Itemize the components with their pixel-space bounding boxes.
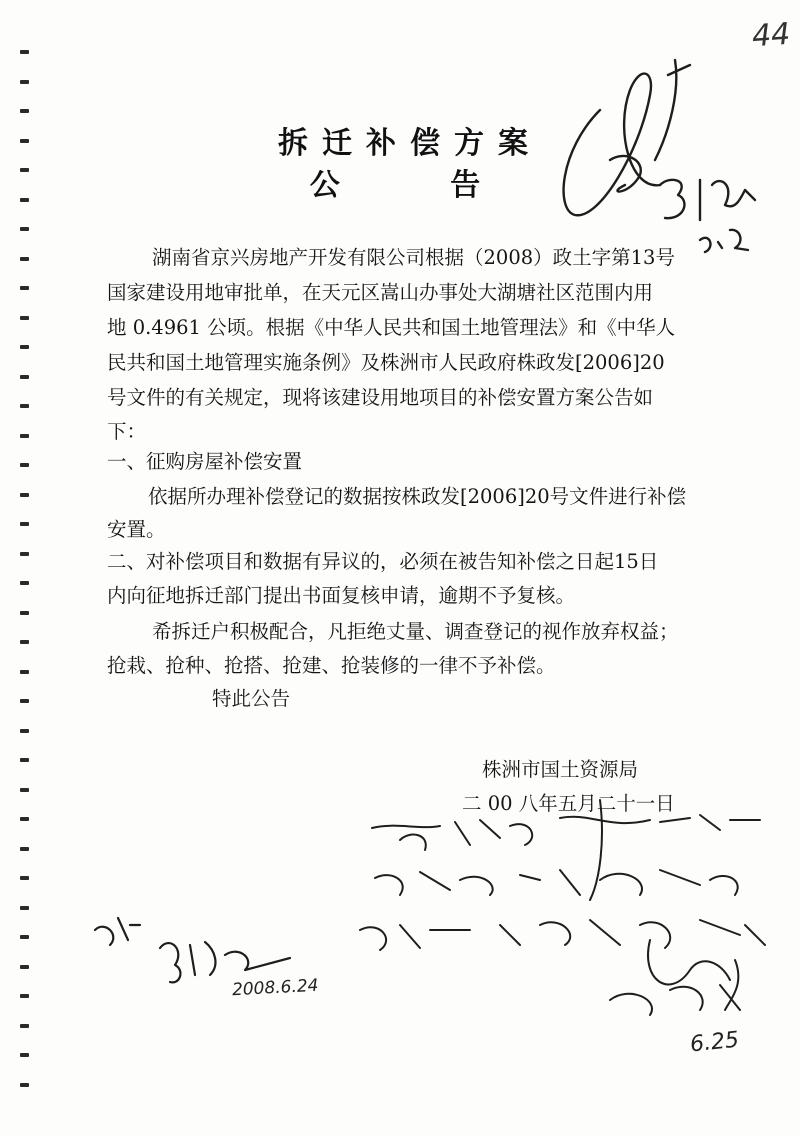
section2-line-1: 二、对补偿项目和数据有异议的，必须在被告知补偿之日起15日 xyxy=(107,550,659,573)
intro-line-1: 湖南省京兴房地产开发有限公司根据（2008）政土字第13号 xyxy=(152,246,675,269)
closing-line-1: 希拆迁户积极配合，凡拒绝丈量、调查登记的视作放弃权益； xyxy=(152,620,679,643)
section1-heading: 一、征购房屋补偿安置 xyxy=(107,450,303,473)
issuer-name: 株洲市国土资源局 xyxy=(482,758,639,781)
intro-line-3: 地 0.4961 公顷。根据《中华人民共和国土地管理法》和《中华人 xyxy=(107,316,676,339)
bottom-right-handwritten-date: 6.25 xyxy=(688,1027,741,1058)
section1-line-2: 安置。 xyxy=(107,518,166,541)
top-right-date-writing xyxy=(660,180,755,252)
intro-line-2: 国家建设用地审批单，在天元区嵩山办事处大湖塘社区范围内用 xyxy=(107,281,654,304)
document-subtitle: 公 告 xyxy=(309,168,531,203)
issue-date: 二 00 八年五月二十一日 xyxy=(462,792,675,815)
notice-text: 特此公告 xyxy=(212,687,291,710)
document-title: 拆迁补偿方案 xyxy=(278,126,542,161)
closing-line-2: 抢栽、抢种、抢搭、抢建、抢装修的一律不予补偿。 xyxy=(107,654,556,677)
left-signature xyxy=(95,918,290,982)
top-right-signature xyxy=(564,60,690,215)
intro-line-4: 民共和国土地管理实施条例》及株洲市人民政府株政发[2006]20 xyxy=(107,351,665,374)
intro-line-5: 号文件的有关规定，现将该建设用地项目的补偿安置方案公告如 xyxy=(107,386,654,409)
bottom-handwriting-block xyxy=(360,800,765,1015)
section2-line-2: 内向征地拆迁部门提出书面复核申请，逾期不予复核。 xyxy=(107,584,576,607)
intro-line-6: 下： xyxy=(107,420,147,443)
page-number: 44 xyxy=(750,16,792,55)
left-handwritten-date: 2008.6.24 xyxy=(231,975,319,1001)
section1-line-1: 依据所办理补偿登记的数据按株政发[2006]20号文件进行补偿 xyxy=(148,485,687,508)
